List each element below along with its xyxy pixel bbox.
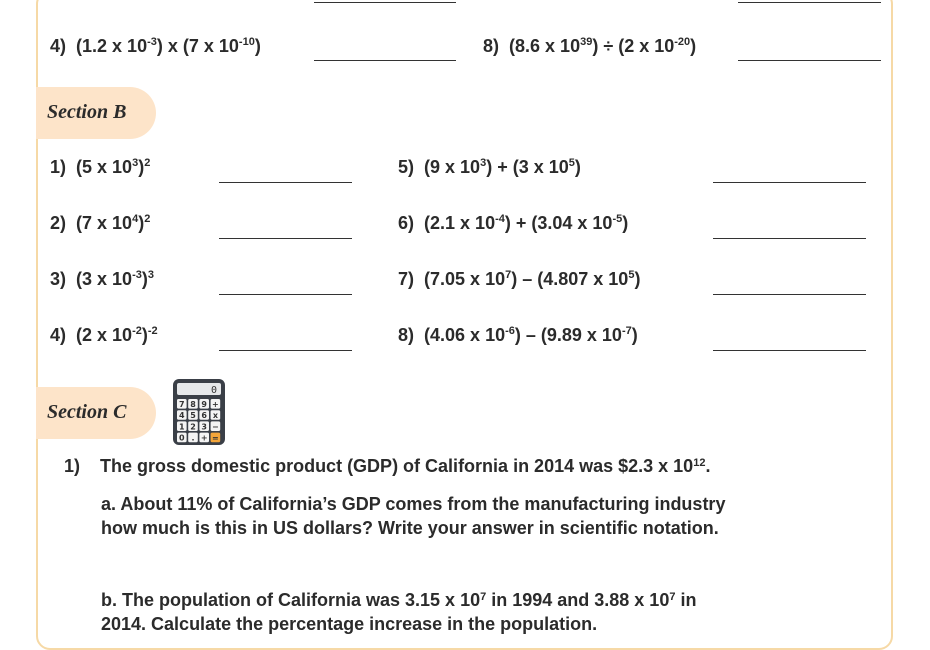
- answer-line-b1[interactable]: [219, 182, 352, 183]
- section-b-title: Section B: [47, 101, 127, 123]
- calculator-key-label: x: [212, 411, 218, 421]
- question-b8: 8) (4.06 x $10^{-6}) - (9.89$ x $10^{-7}$): [398, 325, 638, 345]
- calculator-key-label: −: [212, 422, 219, 432]
- answer-line-b4[interactable]: [219, 350, 352, 351]
- answer-line-a3[interactable]: [314, 2, 456, 3]
- answer-line-a4[interactable]: [314, 60, 456, 61]
- calculator-key-label: 6: [201, 411, 207, 421]
- section-c-title: Section C: [47, 401, 127, 423]
- calculator-key-label: 4: [179, 411, 185, 421]
- section-b-header: [36, 87, 156, 139]
- question-b5: 5) (9 x $10^3) + (3$ x $10^5$): [398, 157, 581, 177]
- calculator-key-label: +: [200, 433, 208, 443]
- question-b7: 7) (7.05 x $10^7) - (4.807$ x $10^5$): [398, 269, 641, 289]
- question-b3: 3) (3 x $10^{-3})^3$: [50, 269, 154, 289]
- calculator-key-label: 2: [190, 422, 196, 432]
- answer-line-b3[interactable]: [219, 294, 352, 295]
- question-b6: 6) (2.1 x $10^{-4}) + (3.04$ x $10^{-5}$): [398, 213, 629, 233]
- answer-line-b7[interactable]: [713, 294, 866, 295]
- question-a8: 8) (8.6 x $10^{39}) \div (2$ x $10^{-20}$): [483, 36, 697, 56]
- calculator-key-label: 5: [190, 411, 196, 421]
- answer-line-b6[interactable]: [713, 238, 866, 239]
- calculator-key-label: +: [212, 400, 219, 409]
- question-c1b: b. The population of California was 3.15 x $10^7$ in 1994 and 3.88 x $10^7$ in 2014. Calculate the percentage increase in the population.: [101, 590, 697, 634]
- section-c-header: [36, 387, 156, 439]
- calculator-key-label: .: [191, 433, 195, 443]
- question-c1a: a. About 11% of California’s GDP comes from the manufacturing industry how much is this in US dollars? Write your answer in scientific notation.: [101, 494, 726, 538]
- answer-line-b5[interactable]: [713, 182, 866, 183]
- calculator-key-label: 7: [179, 400, 185, 409]
- answer-line-b8[interactable]: [713, 350, 866, 351]
- question-c1: 1) The gross domestic product (GDP) of California in 2014 was $2.3 x $10^{12}$.: [64, 456, 711, 476]
- calculator-key-label: 9: [201, 400, 207, 409]
- question-b4: 4) (2 x $10^{-2})^{-2}$: [50, 325, 158, 345]
- question-b2: 2) (7 x $10^4)^2$: [50, 213, 151, 233]
- calculator-display: 0: [210, 385, 217, 396]
- calculator-key-label: 8: [190, 400, 196, 409]
- calculator-key-label: 3: [201, 422, 207, 432]
- calculator-key-label: 0: [179, 433, 185, 443]
- calculator-key-label: 1: [179, 422, 185, 432]
- answer-line-a8[interactable]: [738, 60, 881, 61]
- answer-line-b2[interactable]: [219, 238, 352, 239]
- question-a4: 4) (1.2 x $10^{-3}$) x (7 x $10^{-10}$): [50, 36, 261, 56]
- calculator-key-label: =: [212, 433, 219, 443]
- calculator-icon: [172, 378, 226, 446]
- answer-line-a7[interactable]: [738, 2, 881, 3]
- question-b1: 1) (5 x $10^3)^2$: [50, 157, 151, 177]
